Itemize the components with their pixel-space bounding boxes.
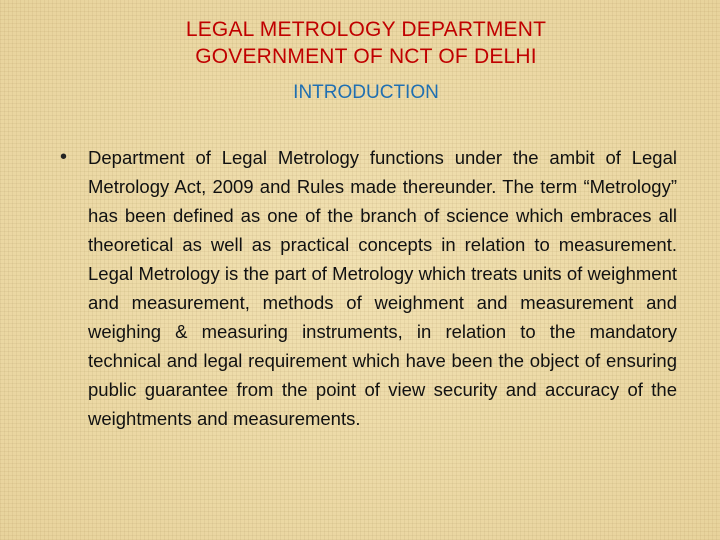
introduction-paragraph: Department of Legal Metrology functions under the ambit of Legal Metrology Act, 2009 and Rules made thereunder. The term “Metrology” has been defined as one of the branch of science which embraces all theoretical as well as practical concepts in relation to measurement. Legal Metrology is the part of Metrology which treats units of weighment and measurement, methods of weighment and measurement and weighing & measuring instruments, in relation to the mandatory technical and legal requirement which have been the object of ensuring public guarantee from the point of view security and accuracy of the weightments and measurements. — [88, 147, 677, 429]
section-subtitle: INTRODUCTION — [293, 82, 439, 103]
government-title: GOVERNMENT OF NCT OF DELHI — [195, 45, 537, 68]
bullet-dot-icon: • — [60, 146, 68, 168]
department-title: LEGAL METROLOGY DEPARTMENT — [185, 18, 547, 41]
